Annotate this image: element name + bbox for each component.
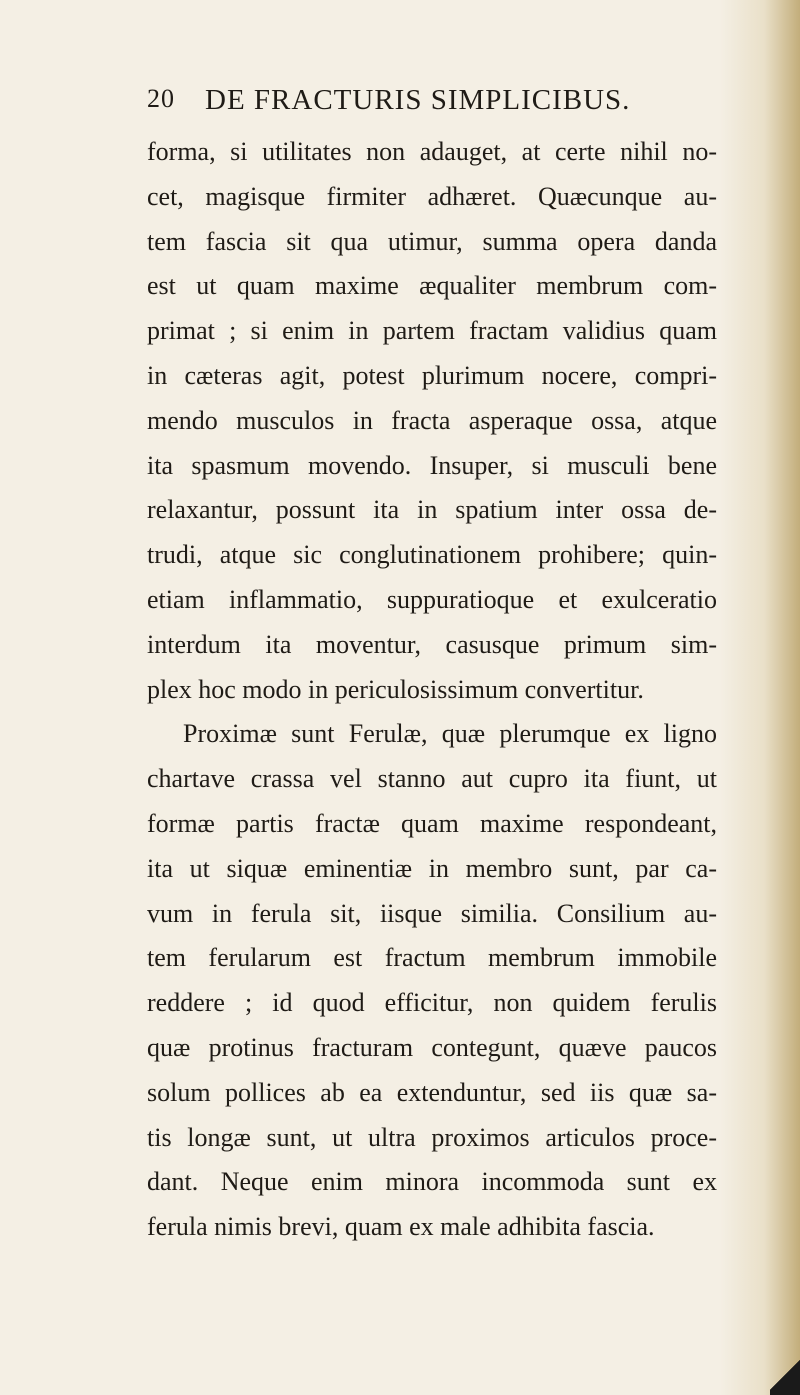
text-line: mendo musculos in fracta asperaque ossa, atque <box>147 405 717 435</box>
page-number: 20 <box>147 84 175 113</box>
text-line: forma, si utilitates non adauget, at certe nihil no- <box>147 137 717 166</box>
text-line: ita spasmum movendo. Insuper, si musculi bene <box>147 450 717 480</box>
text-line: tem fascia sit qua utimur, summa opera danda <box>147 226 717 256</box>
text-line: est ut quam maxime æqualiter membrum com- <box>147 271 717 301</box>
text-line: solum pollices ab ea extenduntur, sed iis quæ sa- <box>147 1077 717 1107</box>
text-line: in cæteras agit, potest plurimum nocere, compri- <box>147 360 717 390</box>
running-head <box>147 84 707 124</box>
text-line: plex hoc modo in periculosissimum convertitur. <box>147 674 644 704</box>
text-line: reddere ; id quod efficitur, non quidem ferulis <box>147 988 717 1018</box>
text-line: cet, magisque firmiter adhæret. Quæcunque au- <box>147 181 717 211</box>
text-line: quæ protinus fracturam contegunt, quæve paucos <box>147 1032 717 1062</box>
text-line: ferula nimis brevi, quam ex male adhibita fascia. <box>147 1212 655 1242</box>
page-corner-mark <box>770 1355 800 1395</box>
text-line: interdum ita moventur, casusque primum sim- <box>147 629 717 659</box>
body-text <box>147 130 717 1250</box>
text-line: vum in ferula sit, iisque similia. Consilium au- <box>147 898 717 928</box>
page-edge-shadow <box>720 0 800 1395</box>
text-line: dant. Neque enim minora incommoda sunt ex <box>147 1167 717 1197</box>
text-line: formæ partis fractæ quam maxime respondeant, <box>147 808 717 838</box>
text-line: tem ferularum est fractum membrum immobile <box>147 943 717 973</box>
text-line: chartave crassa vel stanno aut cupro ita fiunt, ut <box>147 764 717 794</box>
text-line: etiam inflammatio, suppuratioque et exulceratio <box>147 584 717 614</box>
text-line: Proximæ sunt Ferulæ, quæ plerumque ex ligno <box>183 719 717 749</box>
text-line: tis longæ sunt, ut ultra proximos articulos proce- <box>147 1122 717 1152</box>
text-line: trudi, atque sic conglutinationem prohibere; quin- <box>147 540 717 570</box>
text-line: relaxantur, possunt ita in spatium inter ossa de- <box>147 495 717 525</box>
text-line: ita ut siquæ eminentiæ in membro sunt, par ca- <box>147 853 717 883</box>
running-title: DE FRACTURIS SIMPLICIBUS. <box>205 84 631 116</box>
text-line: primat ; si enim in partem fractam validius quam <box>147 316 717 346</box>
